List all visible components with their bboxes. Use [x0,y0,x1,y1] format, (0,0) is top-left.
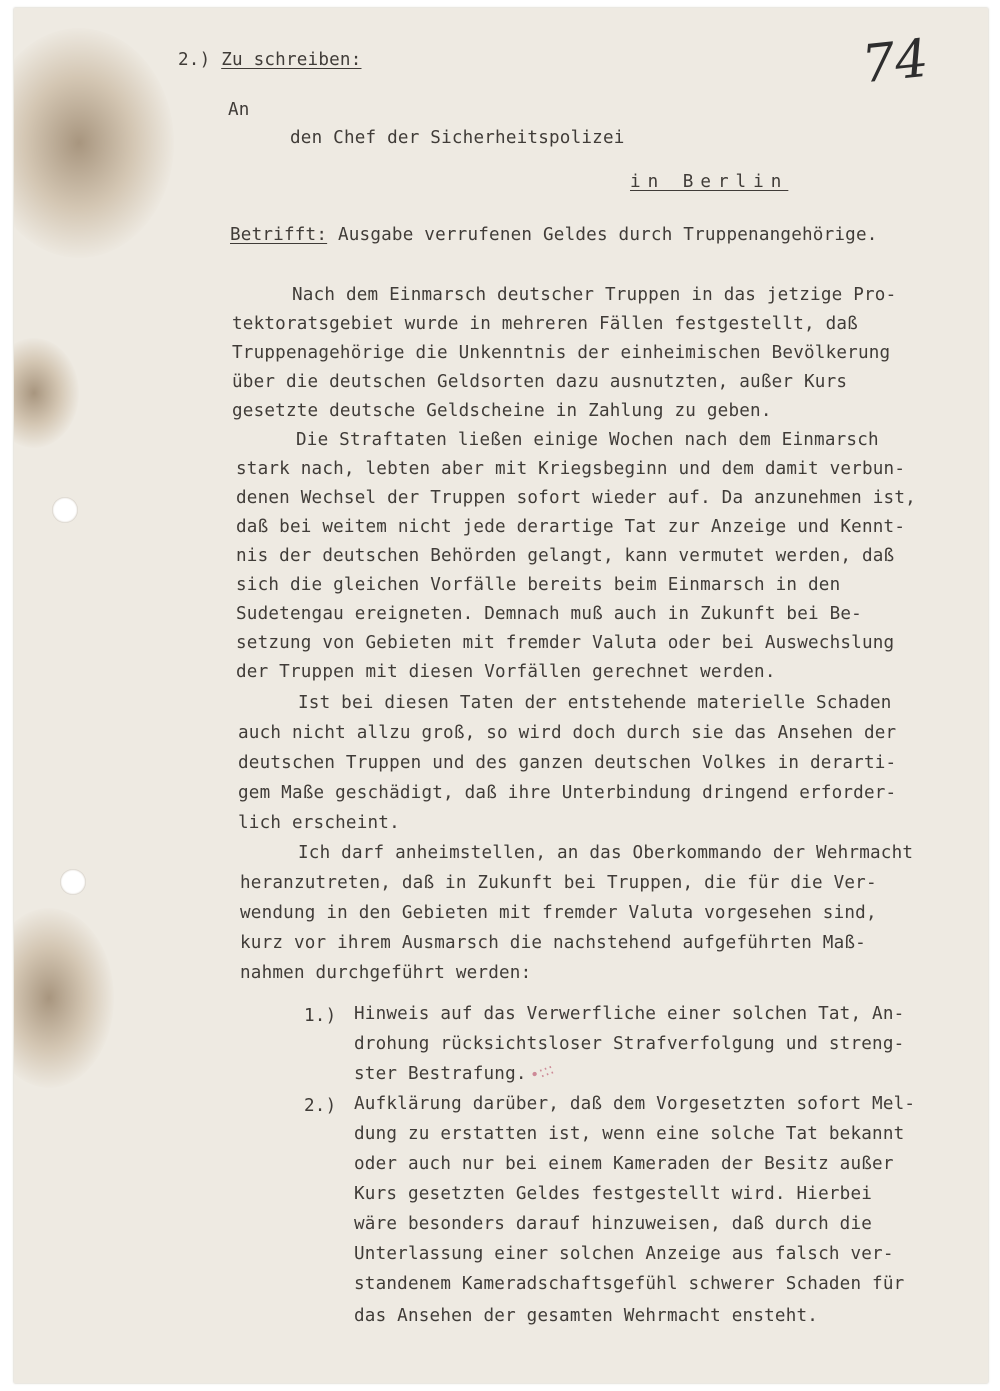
body-line: nis der deutschen Behörden gelangt, kann vermutet werden, daß [236,546,895,566]
list-line: ster Bestrafung. [354,1064,527,1084]
body-line: Truppenagehörige die Unkenntnis der einheimischen Bevölkerung [232,343,891,363]
list-line: oder auch nur bei einem Kameraden der Besitz außer [354,1154,894,1174]
list-line: Unterlassung einer solchen Anzeige aus falsch ver- [354,1244,894,1264]
body-line: denen Wechsel der Truppen sofort wieder auf. Da anzunehmen ist, [236,488,916,508]
list-line: dung zu erstatten ist, wenn eine solche Tat bekannt [354,1124,905,1144]
list-line: das Ansehen der gesamten Wehrmacht ensteht. [354,1306,819,1326]
punch-hole [52,497,78,523]
list-line: Hinweis auf das Verwerfliche einer solchen Tat, An- [354,1004,905,1024]
folio-number: 74 [859,28,932,96]
body-line: Nach dem Einmarsch deutscher Truppen in das jetzige Pro- [292,285,897,305]
body-line: nahmen durchgeführt werden: [240,963,532,983]
list-line: Kurs gesetzten Geldes festgestellt wird. Hierbei [354,1184,873,1204]
list-number: 2.) [304,1096,337,1116]
red-stamp-mark: •::: [527,1059,557,1085]
body-line: kurz vor ihrem Ausmarsch die nachstehend aufgeführten Maß- [240,933,866,953]
list-line: wäre besonders darauf hinzuweisen, daß durch die [354,1214,873,1234]
body-line: tektoratsgebiet wurde in mehreren Fällen festgestellt, daß [232,314,858,334]
recipient-name: den Chef der Sicherheitspolizei [290,128,625,148]
body-line: der Truppen mit diesen Vorfällen gerechnet werden. [236,662,776,682]
header-line [178,50,362,70]
water-stain [14,338,79,448]
body-line: Ich darf anheimstellen, an das Oberkommando der Wehrmacht [298,843,914,863]
list-line: standenem Kameradschaftsgefühl schwerer Schaden für [354,1274,905,1294]
body-line: gesetzte deutsche Geldscheine in Zahlung zu geben. [232,401,772,421]
body-line: stark nach, lebten aber mit Kriegsbeginn und dem damit verbun- [236,459,906,479]
list-line: drohung rücksichtsloser Strafverfolgung und streng- [354,1034,905,1054]
body-line: auch nicht allzu groß, so wird doch durch sie das Ansehen der [238,723,897,743]
list-line: Aufklärung darüber, daß dem Vorgesetzten sofort Mel- [354,1094,916,1114]
water-stain [14,28,174,258]
body-line: lich erscheint. [238,813,400,833]
body-line: setzung von Gebieten mit fremder Valuta oder bei Auswechslung [236,633,895,653]
subject-label: Betrifft: [230,225,328,245]
item-number: 2.) [178,50,211,70]
body-line: Sudetengau ereigneten. Demnach muß auch in Zukunft bei Be- [236,604,862,624]
body-line: Die Straftaten ließen einige Wochen nach dem Einmarsch [296,430,879,450]
heading: Zu schreiben: [221,50,362,70]
body-line: daß bei weitem nicht jede derartige Tat zur Anzeige und Kennt- [236,517,906,537]
body-line: gem Maße geschädigt, daß ihre Unterbindung dringend erforder- [238,783,897,803]
punch-hole [60,869,86,895]
body-line: heranzutreten, daß in Zukunft bei Truppen, die für die Ver- [240,873,877,893]
body-line: wendung in den Gebieten mit fremder Valuta vorgesehen sind, [240,903,877,923]
recipient-city: in Berlin [630,172,789,192]
water-stain [14,908,114,1088]
salutation: An [228,100,250,120]
subject-text: Ausgabe verrufenen Geldes durch Truppenangehörige. [337,225,878,245]
subject-line [230,225,878,245]
list-number: 1.) [304,1006,337,1026]
body-line: über die deutschen Geldsorten dazu ausnutzten, außer Kurs [232,372,848,392]
body-line: deutschen Truppen und des ganzen deutschen Volkes in derarti- [238,753,897,773]
body-line: sich die gleichen Vorfälle bereits beim Einmarsch in den [236,575,841,595]
body-line: Ist bei diesen Taten der entstehende materielle Schaden [298,693,892,713]
